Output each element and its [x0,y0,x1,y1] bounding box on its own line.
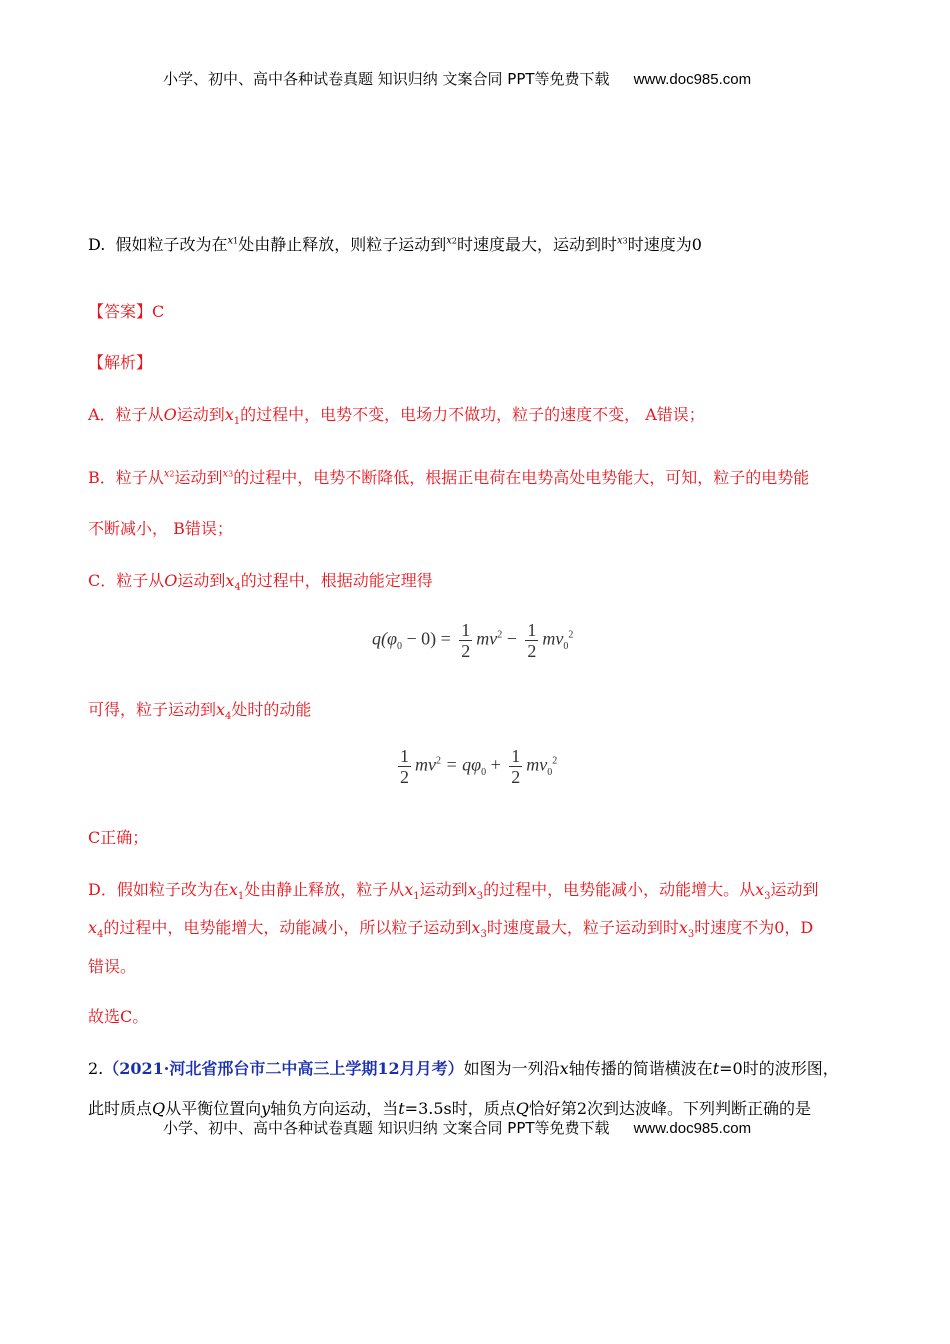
c-correct: C正确； [88,828,149,847]
option-d: D. 假如粒子改为在$^{x1}$处由静止释放，则粒子运动到$^{x2}$时速度最大，运动到时$^{x3}$时速度为0 [88,235,702,254]
explain-b: B．粒子从$^{x2}$运动到$^{x3}$的过程中，电势不断降低，根据正电荷在电势高处电势能大，可知，粒子的电势能 [88,468,810,487]
formula-kinetic-energy: $\frac{1}{2}$ $mv^2 = q\varphi_0$ + $\frac{1}{2}$ $mv_0^2$ [400,746,558,787]
header-text: 小学、初中、高中各种试卷真题 知识归纳 文案合同 PPT等免费下载 [163,70,610,88]
explain-a: A．粒子从O运动到$x_1$的过程中，电势不变，电场力不做功，粒子的速度不变， A错误； [88,405,705,428]
page-header [163,68,751,89]
footer-text: 小学、初中、高中各种试卷真题 知识归纳 文案合同 PPT等免费下载 [163,1119,610,1137]
explain-b-line2: 不断减小， B错误； [88,519,233,538]
explain-c: C．粒子从O运动到$x_4$的过程中，根据动能定理得 [88,571,433,594]
conclusion: 故选C。 [88,1007,149,1026]
answer-label: 【答案】C [88,302,165,321]
page-footer [163,1117,751,1138]
question-2-line2: 此时质点Q从平衡位置向y轴负方向运动，当t=3.5s时，质点Q恰好第2次到达波峰。下列判断正确的是 [88,1099,812,1118]
footer-site-link[interactable]: www.doc985.com [633,1120,752,1137]
explain-d-line3: 错误。 [88,957,137,976]
explain-d: D．假如粒子改为在$x_1$处由静止释放，粒子从$x_1$运动到$x_3$的过程中，电势能减小，动能增大。从$x_3$运动到 [88,880,819,903]
question-2: 2.（2021·河北省邢台市二中高三上学期12月月考）如图为一列沿x轴传播的简谐横波在t=0时的波形图， [88,1059,839,1078]
analysis-label: 【解析】 [88,353,153,372]
after-c: 可得，粒子运动到$x_4$处时的动能 [88,700,312,723]
header-site-link[interactable]: www.doc985.com [633,71,752,88]
formula-kinetic-energy-theorem: $q(\varphi_0 - 0)$ = $\frac{1}{2}$ $mv^2$ − $\frac{1}{2}$ $mv_0^2$ [372,620,574,661]
explain-d-line2: $x_4$的过程中，电势能增大，动能减小，所以粒子运动到$x_3$时速度最大，粒子运动到时$x_3$时速度不为0，D [88,918,814,941]
question-2-source: （2021·河北省邢台市二中高三上学期12月月考） [103,1059,464,1078]
